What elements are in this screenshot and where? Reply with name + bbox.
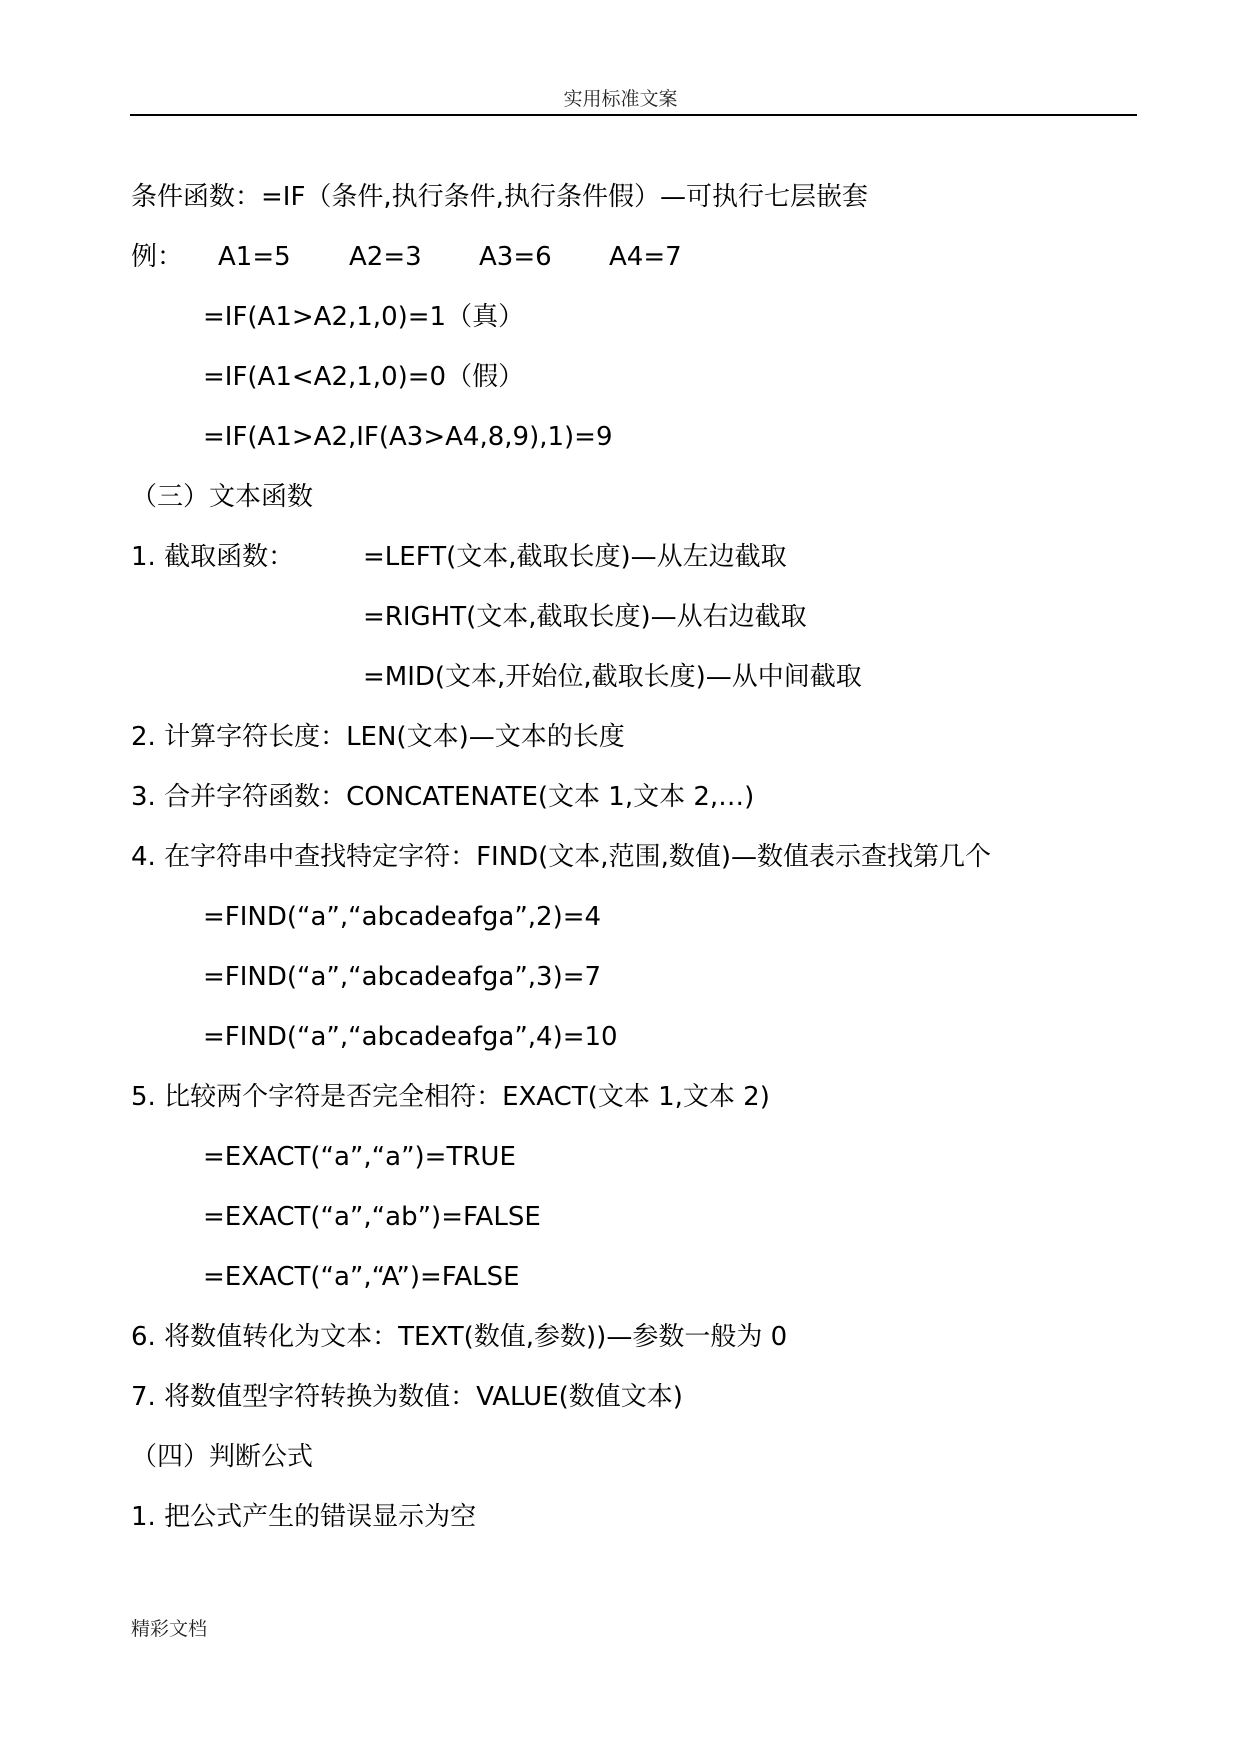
if-function-line: 条件函数：=IF（条件,执行条件,执行条件假）—可执行七层嵌套 — [131, 182, 868, 212]
item-3-concatenate: 3. 合并字符函数：CONCATENATE(文本 1,文本 2,…) — [131, 782, 755, 812]
example-value-a3: A3=6 — [479, 242, 552, 272]
mid-function: =MID(文本,开始位,截取长度)—从中间截取 — [363, 662, 862, 692]
left-function: =LEFT(文本,截取长度)—从左边截取 — [363, 542, 787, 572]
item-6-text: 6. 将数值转化为文本：TEXT(数值,参数))—参数一般为 0 — [131, 1322, 788, 1352]
item-4-find: 4. 在字符串中查找特定字符：FIND(文本,范围,数值)—数值表示查找第几个 — [131, 842, 991, 872]
example-value-a4: A4=7 — [609, 242, 682, 272]
page-footer: 精彩文档 — [131, 1618, 208, 1640]
item-1-error-blank: 1. 把公式产生的错误显示为空 — [131, 1502, 477, 1532]
find-example-1: =FIND(“a”,“abcadeafga”,2)=4 — [203, 902, 602, 932]
exact-example-1: =EXACT(“a”,“a”)=TRUE — [203, 1142, 516, 1172]
exact-example-2: =EXACT(“a”,“ab”)=FALSE — [203, 1202, 541, 1232]
section-heading-text-functions: （三）文本函数 — [131, 482, 314, 512]
find-example-3: =FIND(“a”,“abcadeafga”,4)=10 — [203, 1022, 618, 1052]
header-divider — [130, 114, 1137, 116]
example-value-a1: A1=5 — [218, 242, 291, 272]
section-heading-judgment-formulas: （四）判断公式 — [131, 1442, 314, 1472]
exact-example-3: =EXACT(“a”,“A”)=FALSE — [203, 1262, 520, 1292]
example-label: 例： — [131, 242, 184, 272]
if-example-2: =IF(A1<A2,1,0)=0（假） — [203, 362, 525, 392]
example-value-a2: A2=3 — [349, 242, 422, 272]
if-example-1: =IF(A1>A2,1,0)=1（真） — [203, 302, 525, 332]
if-example-3: =IF(A1>A2,IF(A3>A4,8,9),1)=9 — [203, 422, 613, 452]
item-5-exact: 5. 比较两个字符是否完全相符：EXACT(文本 1,文本 2) — [131, 1082, 770, 1112]
item-2-len: 2. 计算字符长度：LEN(文本)—文本的长度 — [131, 722, 625, 752]
right-function: =RIGHT(文本,截取长度)—从右边截取 — [363, 602, 807, 632]
page-header: 实用标准文案 — [563, 88, 678, 110]
item-7-value: 7. 将数值型字符转换为数值：VALUE(数值文本) — [131, 1382, 683, 1412]
find-example-2: =FIND(“a”,“abcadeafga”,3)=7 — [203, 962, 602, 992]
item-1-substring: 1. 截取函数： — [131, 542, 295, 572]
